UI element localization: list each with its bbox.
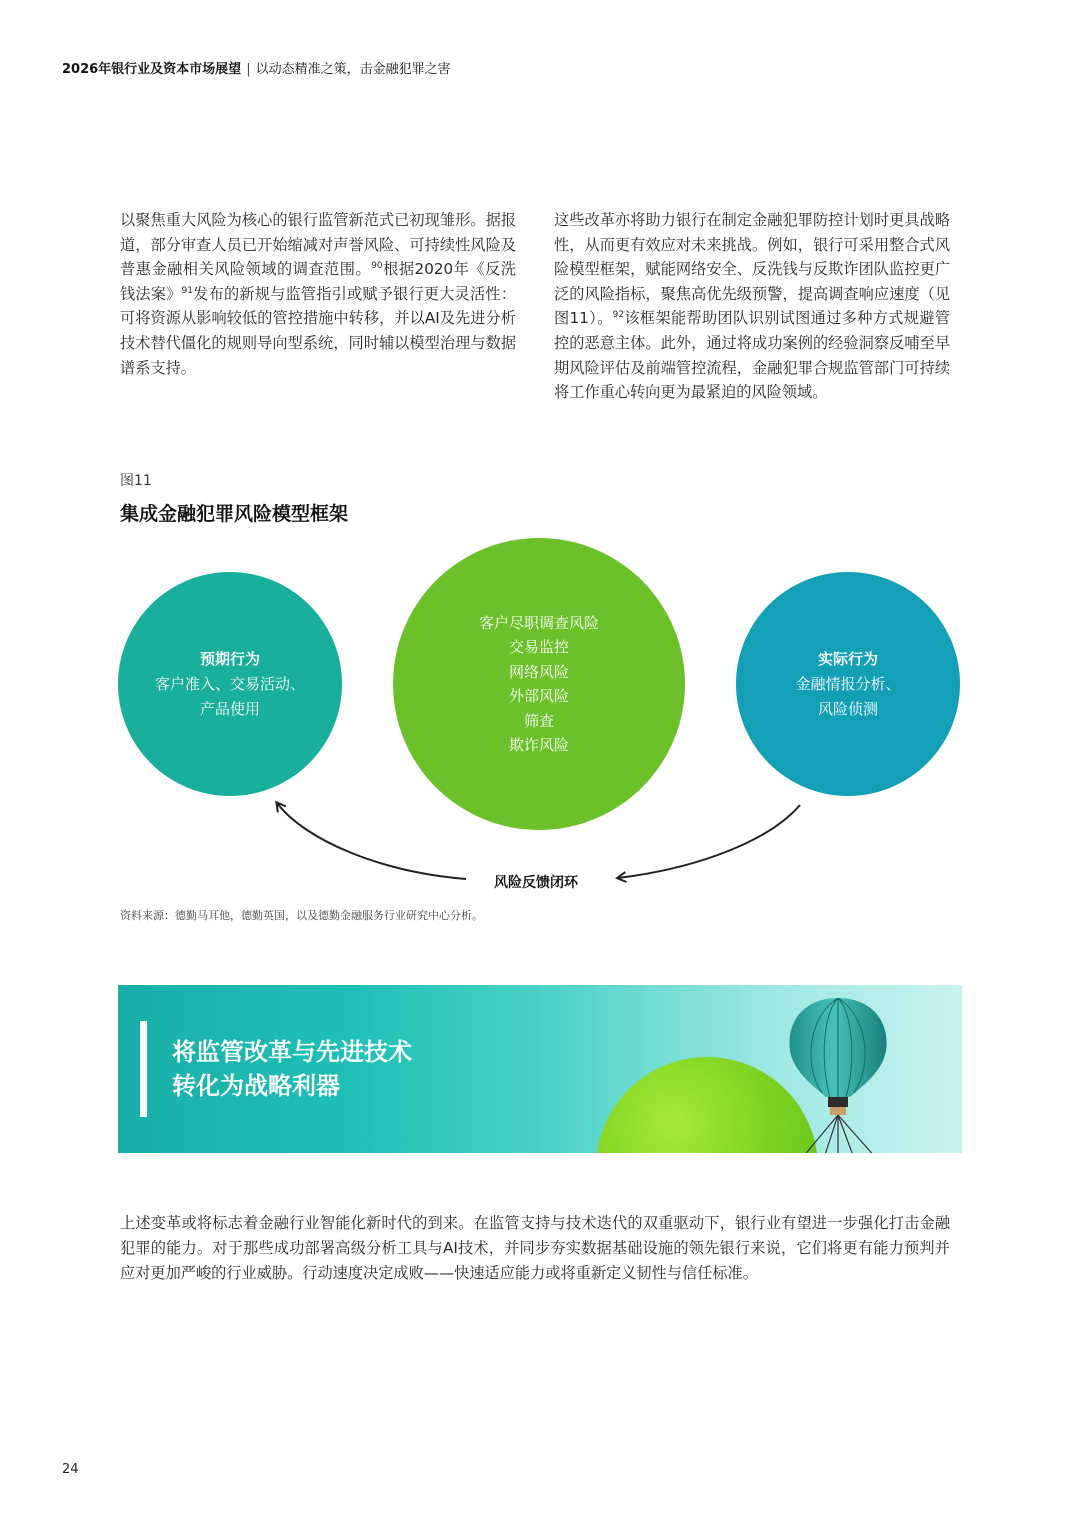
risk-type-item: 客户尽职调查风险 (478, 613, 599, 632)
risk-type-item: 欺诈风险 (508, 736, 569, 754)
risk-type-item: 筛查 (523, 711, 554, 730)
left-text-part-2: 根据2020年《反洗钱法案》 (120, 260, 516, 303)
footnote-90: 90 (371, 261, 383, 272)
hot-air-balloon-icon (778, 993, 898, 1153)
expected-behavior-circle (118, 572, 342, 796)
header-separator: | (246, 62, 251, 77)
risk-type-item: 交易监控 (508, 638, 569, 656)
footnote-92: 92 (612, 310, 625, 321)
figure-label: 图11 (120, 473, 152, 489)
risk-types-circle (393, 538, 685, 830)
actual-behavior-circle (736, 572, 960, 796)
actual-behavior-line: 风险侦测 (817, 699, 878, 718)
footnote-91: 91 (181, 285, 193, 296)
left-feedback-arrow (277, 803, 466, 879)
report-title: 2026年银行业及资本市场展望 (62, 62, 242, 77)
section-title: 以动态精准之策，击金融犯罪之害 (255, 62, 451, 77)
banner-title-line: 将监管改革与先进技术 (172, 1038, 412, 1066)
expected-behavior-line: 客户准入、交易活动、 (154, 675, 305, 693)
left-text-part-1: 以聚焦重大风险为核心的银行监管新范式已初现雏形。据报道，部分审查人员已开始缩减对声誉风险、可持续性风险及普惠金融相关风险领域的调查范围。 (120, 211, 516, 279)
right-feedback-arrow (618, 805, 800, 878)
feedback-loop-label: 风险反馈闭环 (494, 875, 578, 891)
banner-title (172, 1035, 412, 1103)
banner-accent-bar (140, 1021, 147, 1117)
page-number: 24 (62, 1462, 79, 1477)
section-banner (118, 985, 962, 1153)
left-text-part-3: 发布的新规与监管指引或赋予银行更大灵活性：可将资源从影响较低的管控措施中转移，并以AI及先进分析技术替代僵化的规则导向型系统，同时辅以模型治理与数据谱系支持。 (120, 284, 517, 377)
risk-type-item: 网络风险 (508, 662, 569, 681)
banner-title-line: 转化为战略利器 (172, 1072, 340, 1100)
expected-behavior-title: 预期行为 (199, 650, 260, 668)
expected-behavior-line: 产品使用 (199, 699, 260, 718)
actual-behavior-title: 实际行为 (817, 650, 878, 668)
right-text-part-1: 这些改革亦将助力银行在制定金融犯罪防控计划时更具战略性，从而更有效应对未来挑战。例如，银行可采用整合式风险模型框架，赋能网络安全、反洗钱与反欺诈团队监控更广泛的风险指标，聚焦高优先级预警，提高调查响应速度（见图11）。 (554, 211, 950, 328)
right-text-part-2: 该框架能帮助团队识别试图通过多种方式规避管控的恶意主体。此外，通过将成功案例的经验洞察反哺至早期风险评估及前端管控流程，金融犯罪合规监管部门可持续将工作重心转向更为最紧迫的风险领域。 (554, 309, 950, 402)
figure-source: 资料来源：德勤马耳他，德勤英国，以及德勤金融服务行业研究中心分析。 (120, 909, 483, 922)
risk-type-item: 外部风险 (508, 687, 569, 705)
conclusion-paragraph: 上述变革或将标志着金融行业智能化新时代的到来。在监管支持与技术迭代的双重驱动下，银行业有望进一步强化打击金融犯罪的能力。对于那些成功部署高级分析工具与AI技术，并同步夯实数据基础设施的领先银行来说，它们将更有能力预判并应对更加严峻的行业威胁。行动速度决定成败——快速适应能力或将重新定义韧性与信任标准。 (120, 1214, 950, 1282)
figure-title: 集成金融犯罪风险模型框架 (120, 503, 349, 525)
actual-behavior-line: 金融情报分析、 (795, 675, 901, 693)
